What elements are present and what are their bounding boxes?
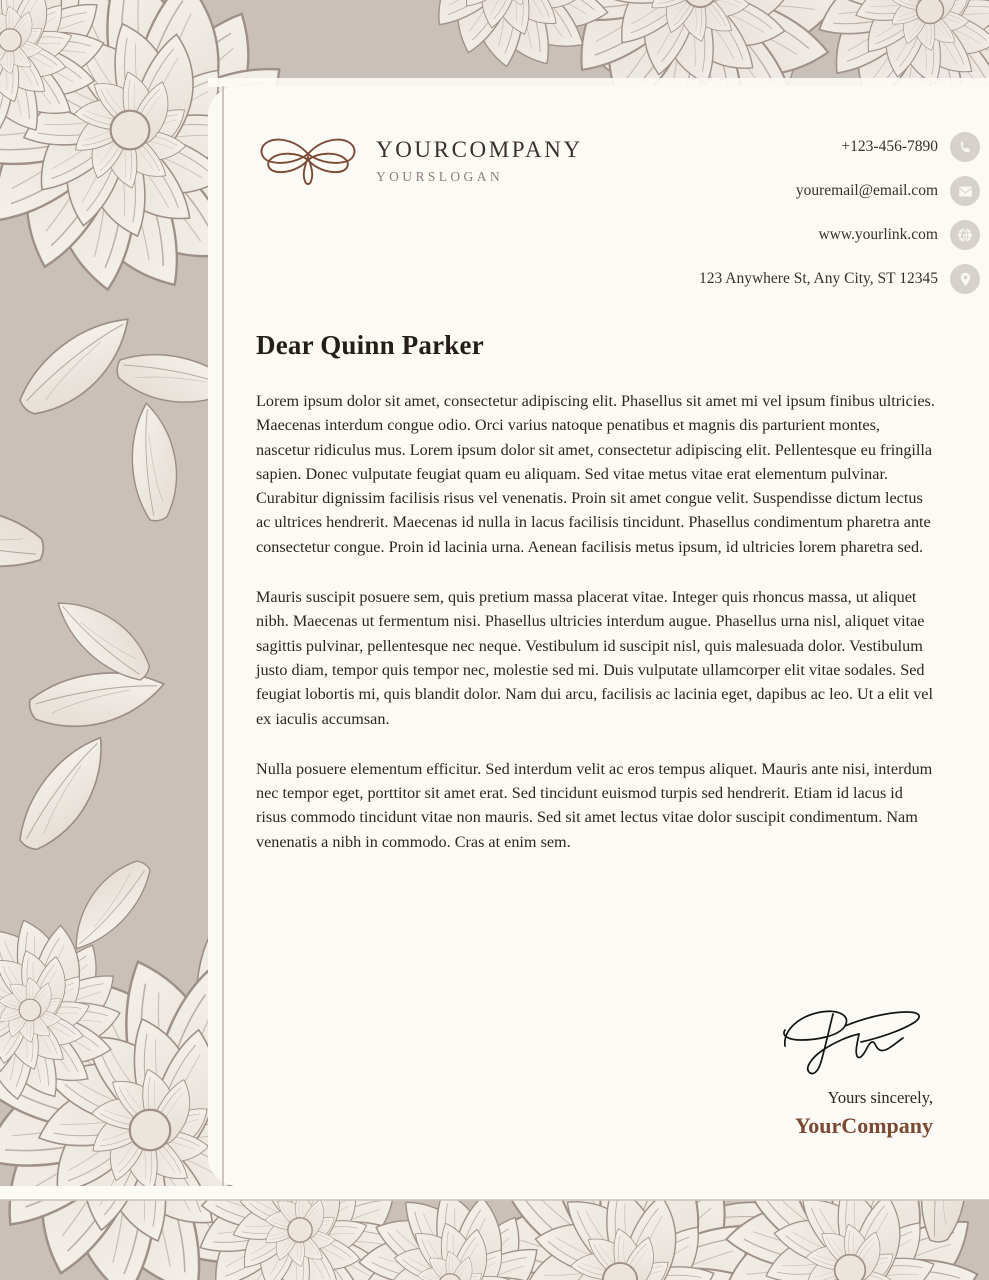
signature-company-name: YourCompany: [794, 1113, 933, 1138]
letter-card: [224, 86, 989, 1186]
phone-number: +123-456-7890: [841, 138, 938, 155]
location-pin-icon: [950, 264, 980, 294]
contact-list: [560, 132, 980, 294]
letter-body: [256, 330, 936, 854]
website-url: www.yourlink.com: [818, 226, 938, 243]
flourish-ornament-icon: [256, 130, 360, 192]
contact-row-address: [560, 264, 980, 294]
phone-icon: [950, 132, 980, 162]
globe-icon: [950, 220, 980, 250]
body-paragraph: Lorem ipsum dolor sit amet, consectetur adipiscing elit. Phasellus sit amet mi vel ipsum finibus ultricies. Maecenas interdum congue odio. Orci varius natoque penatibus et magnis dis parturient montes, nascetur ridiculus mus. Lorem ipsum dolor sit amet, consectetur adipiscing elit. Pellentesque eu fringilla sapien. Donec vulputate feugiat quam eu aliquam. Sed vitae metus vitae erat elementum pulvinar. Curabitur dignissim facilisis risus vel venenatis. Proin sit amet congue velit. Suspendisse dictum lectus ac ultrices hendrerit. Maecenas id nulla in lacus facilisis tincidunt. Phasellus condimentum pharetra ante consectetur congue. Proin id lacinia urna. Aenean facilisis metus ipsum, id ultricies lorem pharetra sed.: [256, 392, 935, 556]
envelope-icon: [950, 176, 980, 206]
signature-block: [633, 996, 933, 1139]
handwritten-signature-icon: [773, 996, 933, 1086]
card-bottom-band: [0, 1186, 989, 1200]
letterhead-header: [256, 130, 956, 290]
brand-block: [256, 130, 583, 192]
salutation: Dear Quinn Parker: [256, 330, 484, 360]
sign-off-text: Yours sincerely,: [827, 1088, 933, 1107]
contact-row-email: [560, 176, 980, 206]
company-name: YOURCOMPANY: [376, 137, 583, 163]
company-slogan: YOURSLOGAN: [376, 168, 504, 184]
card-bottom-divider: [0, 1199, 989, 1201]
email-address: youremail@email.com: [795, 182, 938, 199]
contact-row-website: [560, 220, 980, 250]
brand-text: [376, 137, 583, 184]
body-paragraph: Nulla posuere elementum efficitur. Sed interdum velit ac eros tempus aliquet. Mauris ante nisi, interdum nec tempor eget, porttitor sit amet erat. Sed tincidunt euismod turpis sed hendrerit. Etiam id lacus id risus commodo tincidunt vitae non mauris. Sed sit amet lectus vitae dolor suscipit condimentum. Nam venenatis a nibh in commodo. Cras at enim sem.: [256, 759, 933, 851]
contact-row-phone: [560, 132, 980, 162]
street-address: 123 Anywhere St, Any City, ST 12345: [699, 270, 938, 287]
body-paragraph: Mauris suscipit posuere sem, quis pretium massa placerat vitae. Integer quis rhoncus massa, ut aliquet nibh. Maecenas ut fermentum nisi. Phasellus ultricies interdum augue. Phasellus urna nisl, aliquet vitae sagittis pulvinar, pellentesque nec neque. Vestibulum id suscipit nisl, quis malesuada dolor. Vestibulum justo diam, tempor quis tempor nec, molestie sed mi. Duis vulputate ullamcorper elit vitae sodales. Sed feugiat lobortis mi, quis blandit dolor. Nam dui arcu, facilisis ac lacinia eget, dapibus ac leo. Ut a elit vel ex iaculis accumsan.: [256, 588, 933, 728]
